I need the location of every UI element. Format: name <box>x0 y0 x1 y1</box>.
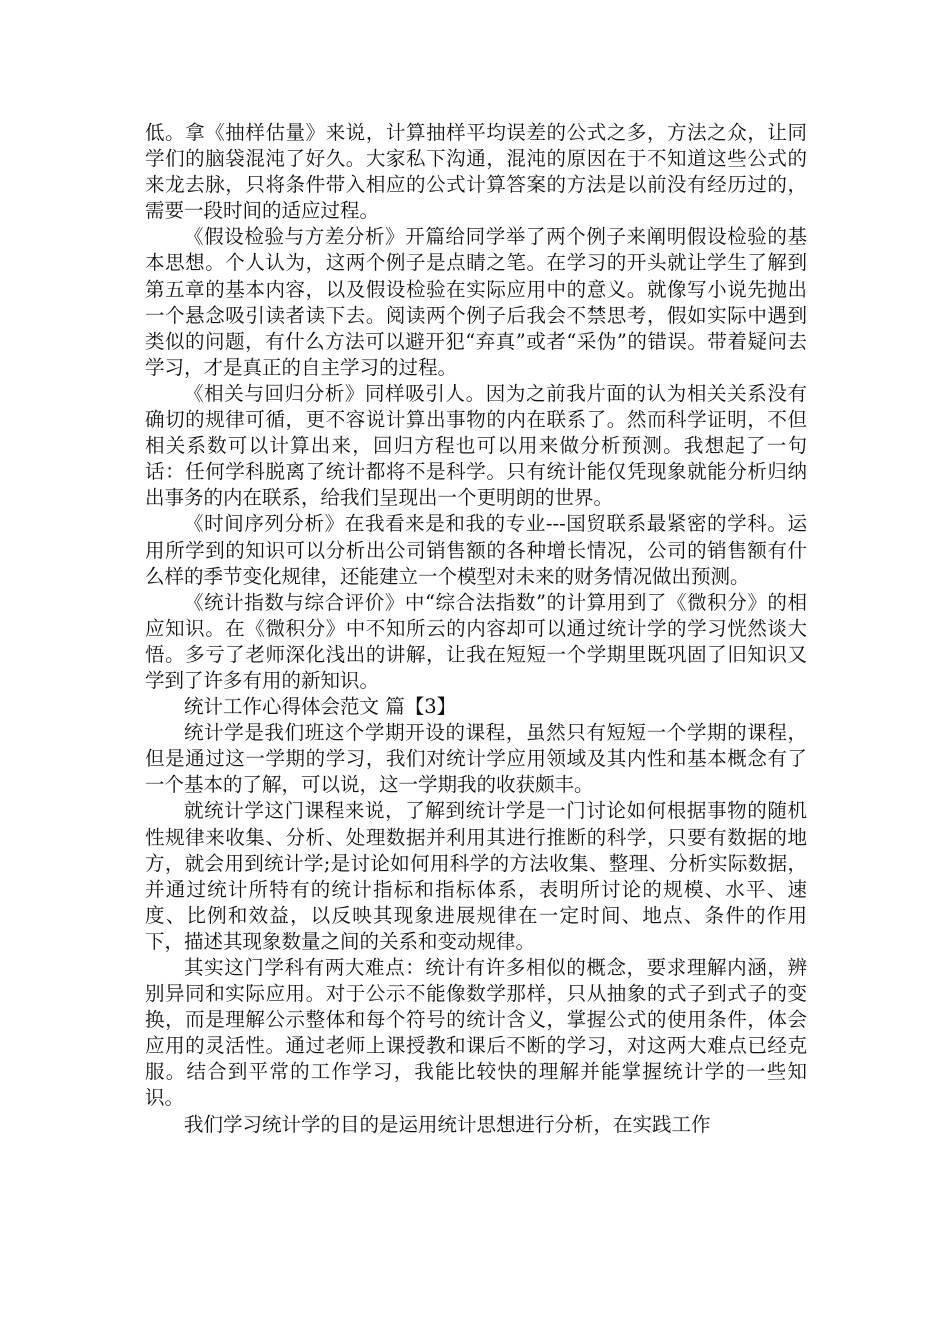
paragraph-time-series: 《时间序列分析》在我看来是和我的专业---国贸联系最紧密的学科。运用所学到的知识可以分析出公司销售额的各种增长情况，公司的销售额有什么样的季节变化规律，还能建立一个模型对未来的财务情况做出预测。 <box>145 512 807 588</box>
paragraph-correlation-regression: 《相关与回归分析》同样吸引人。因为之前我片面的认为相关关系没有确切的规律可循，更不容说计算出事物的内在联系了。然而科学证明，不但相关系数可以计算出来，回归方程也可以用来做分析预测。我想起了一句话：任何学科脱离了统计都将不是科学。只有统计能仅凭现象就能分析归纳出事务的内在联系，给我们呈现出一个更明朗的世界。 <box>145 381 807 510</box>
paragraph-course-intro: 统计学是我们班这个学期开设的课程，虽然只有短短一个学期的课程，但是通过这一学期的学习，我们对统计学应用领域及其内性和基本概念有了一个基本的了解，可以说，这一学期我的收获颇丰。 <box>145 721 807 797</box>
paragraph-statistical-index: 《统计指数与综合评价》中“综合法指数”的计算用到了《微积分》的相应知识。在《微积分》中不知所云的内容却可以通过统计学的学习恍然谈大悟。多亏了老师深化浅出的讲解，让我在短短一个学期里既巩固了旧知识又学到了许多有用的新知识。 <box>145 590 807 692</box>
section-heading: 统计工作心得体会范文 篇【3】 <box>184 695 457 719</box>
document-body <box>145 120 807 1138</box>
paragraph-hypothesis-testing: 《假设检验与方差分析》开篇给同学举了两个例子来阐明假设检验的基本思想。个人认为，这两个例子是点睛之笔。在学习的开头就让学生了解到第五章的基本内容，以及假设检验在实际应用中的意义。就像写小说先抛出一个悬念吸引读者读下去。阅读两个例子后我会不禁思考，假如实际中遇到类似的问题，有什么方法可以避开犯“弃真”或者“采伪”的错误。带着疑问去学习，才是真正的自主学习的过程。 <box>145 225 807 379</box>
paragraph-sampling-estimation: 低。拿《抽样估量》来说，计算抽样平均误差的公式之多，方法之众，让同学们的脑袋混沌了好久。大家私下沟通，混沌的原因在于不知道这些公式的来龙去脉，只将条件带入相应的公式计算答案的方法是以前没有经历过的，需要一段时间的适应过程。 <box>145 121 807 223</box>
paragraph-purpose: 我们学习统计学的目的是运用统计思想进行分析，在实践工作 <box>184 1112 711 1136</box>
paragraph-course-definition: 就统计学这门课程来说，了解到统计学是一门讨论如何根据事物的随机性规律来收集、分析、处理数据并利用其进行推断的科学，只要有数据的地方，就会用到统计学;是讨论如何用科学的方法收集、整理、分析实际数据，并通过统计所特有的统计指标和指标体系，表明所讨论的规模、水平、速度、比例和效益，以反映其现象进展规律在一定时间、地点、条件的作用下，描述其现象数量之间的关系和变动规律。 <box>145 799 807 953</box>
paragraph-difficulties: 其实这门学科有两大难点：统计有许多相似的概念，要求理解内涵，辨别异同和实际应用。对于公示不能像数学那样，只从抽象的式子到式子的变换，而是理解公示整体和每个符号的统计含义，掌握公式的使用条件，体会应用的灵活性。通过老师上课授教和课后不断的学习，对这两大难点已经克服。结合到平常的工作学习，我能比较快的理解并能掌握统计学的一些知识。 <box>145 956 807 1110</box>
